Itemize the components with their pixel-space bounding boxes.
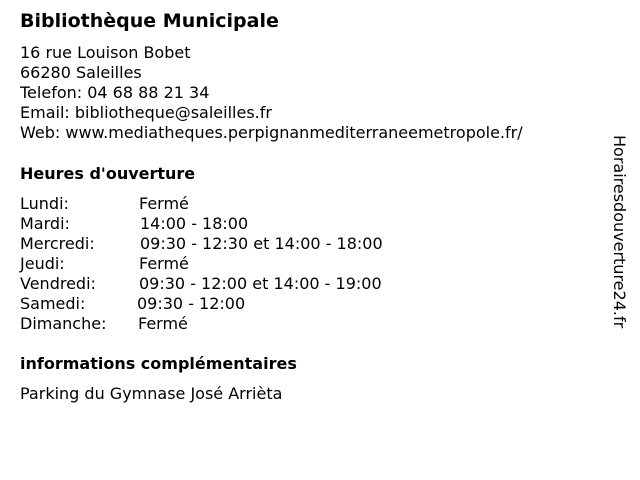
phone-number: Telefon: 04 68 88 21 34 [20,83,210,102]
day-label: Lundi: [20,194,69,213]
time-value: Fermé [139,194,189,213]
day-label: Mercredi: [20,234,95,253]
day-label: Mardi: [20,214,70,233]
time-value: Fermé [138,314,188,333]
address-city: 66280 Saleilles [20,63,142,82]
address-street: 16 rue Louison Bobet [20,43,191,62]
day-label: Samedi: [20,294,86,313]
time-value: 09:30 - 12:30 et 14:00 - 18:00 [140,234,383,253]
website-url: Web: www.mediatheques.perpignanmediterraneemetropole.fr/ [20,123,523,142]
time-value: 14:00 - 18:00 [140,214,249,233]
additional-info-text: Parking du Gymnase José Arrièta [20,384,283,403]
day-label: Vendredi: [20,274,96,293]
day-label: Jeudi: [20,254,65,273]
opening-hours-heading: Heures d'ouverture [20,164,196,183]
time-value: 09:30 - 12:00 [137,294,246,313]
additional-info-heading: informations complémentaires [20,354,297,373]
day-label: Dimanche: [20,314,107,333]
email-address: Email: bibliotheque@saleilles.fr [20,103,272,122]
library-name: Bibliothèque Municipale [20,10,279,32]
site-watermark: Horairesdouverture24.fr [610,135,629,329]
time-value: 09:30 - 12:00 et 14:00 - 19:00 [139,274,382,293]
time-value: Fermé [139,254,189,273]
address-block [20,43,523,143]
